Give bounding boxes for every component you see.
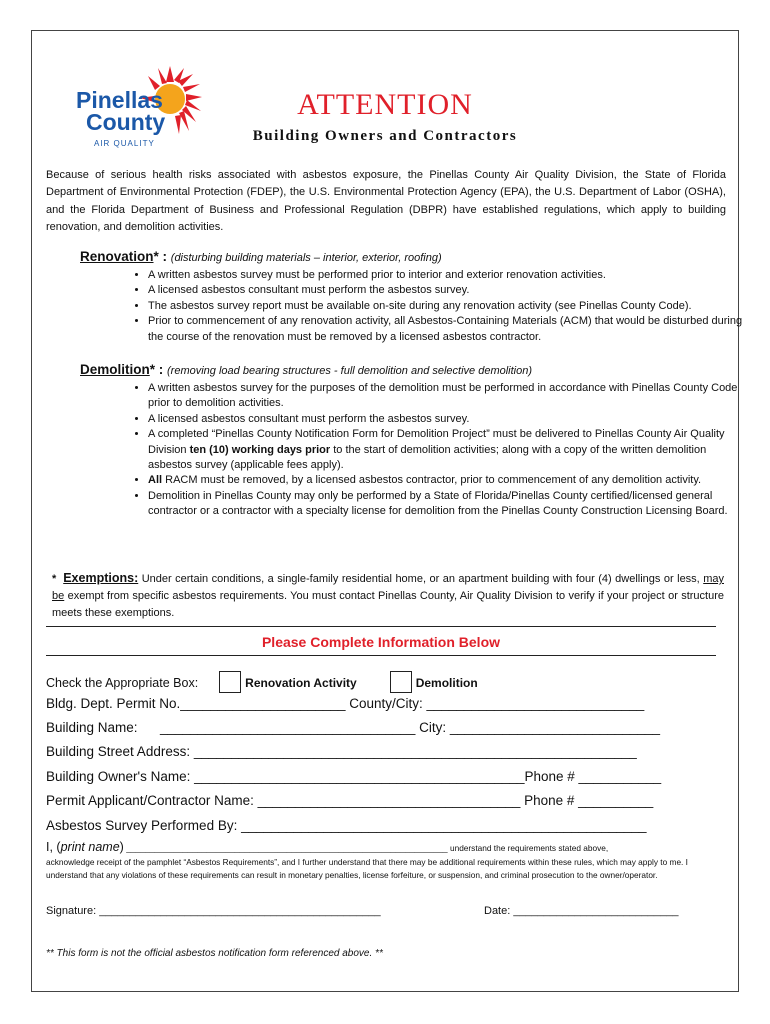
form-heading: Please Complete Information Below: [261, 634, 501, 650]
list-item: • The asbestos survey report must be available on-site during any renovation activity (see Pinellas County Code).: [148, 299, 748, 314]
exemptions-paragraph: [52, 570, 724, 622]
demolition-list: [110, 381, 748, 520]
demolition-option-label: Demolition: [415, 676, 478, 690]
acknowledgement-text: acknowledge receipt of the pamphlet “Asbestos Requirements”, and I further understand that there may be additional requirements within these rules, which may apply to me. I understand that any violations of these requirements can result in monetary penalties, license forfeiture, or suspension, and criminal prosecution to the owner/operator.: [46, 857, 688, 880]
renovation-label: Renovation: [80, 249, 154, 264]
intro-paragraph: Because of serious health risks associated with asbestos exposure, the Pinellas County Air Quality Division, the State of Florida Department of Environmental Protection (FDEP), the U.S. Environmental Protection Agency (EPA), the U.S. Department of Labor (OSHA), and the Florida Department of Business and Professional Regulation (DBPR) have established regulations, which apply to building renovation, and demolition activities.: [46, 169, 726, 233]
print-name-field[interactable]: ____________________________________________________________________: [123, 843, 448, 853]
exemptions-text-b: exempt from specific asbestos requirements. You must contact Pinellas County, Air Quality Division to verify if your project or structure meets these exemptions.: [52, 590, 724, 619]
print-name-label: print name: [60, 840, 120, 854]
demolition-label: Demolition: [80, 362, 150, 377]
understand-text: understand the requirements stated above,: [447, 843, 609, 853]
renovation-list: [110, 268, 748, 345]
permit-field[interactable]: Bldg. Dept. Permit No.______________________ County/City: _____________________________: [46, 696, 645, 711]
print-prefix: I, (: [46, 840, 61, 854]
logo-text-pinellas: Pinellas: [76, 87, 163, 113]
demolition-item4-rest: RACM must be removed, by a licensed asbestos contractor, prior to commencement of any demolition activity.: [162, 474, 702, 487]
demolition-item4-bold: All: [148, 474, 163, 487]
renovation-checkbox[interactable]: [219, 671, 241, 693]
building-name-field[interactable]: Building Name: __________________________________ City: ____________________________: [46, 720, 661, 735]
exemptions-label: Exemptions:: [63, 571, 139, 585]
page-title: ATTENTION: [297, 88, 473, 121]
demolition-item3-bold: ten (10) working days prior: [189, 443, 331, 456]
list-item: [148, 473, 748, 488]
check-label: Check the Appropriate Box:: [46, 676, 199, 690]
print-name-row: [46, 840, 608, 854]
pinellas-county-logo: [74, 64, 204, 154]
renovation-suffix: * :: [153, 249, 168, 264]
list-item: [148, 427, 748, 473]
page-subtitle: Building Owners and Contractors: [252, 128, 518, 144]
renovation-note: (disturbing building materials – interior, exterior, roofing): [170, 252, 442, 264]
renovation-heading: [80, 249, 442, 264]
print-suffix: ): [119, 840, 124, 854]
survey-performed-by-field[interactable]: Asbestos Survey Performed By: ______________________________________________________: [46, 818, 647, 833]
logo-text-county: County: [86, 109, 166, 135]
applicant-name-field[interactable]: Permit Applicant/Contractor Name: ___________________________________ Phone # __________: [46, 793, 654, 808]
list-item: • A written asbestos survey for the purposes of the demolition must be performed in accordance with Pinellas County Code prior to demolition activities.: [148, 381, 748, 412]
owner-name-field[interactable]: Building Owner's Name: ____________________________________________Phone # ___________: [46, 769, 662, 784]
exemptions-may-be: may be: [52, 573, 724, 602]
divider-top: [46, 626, 716, 627]
demolition-checkbox[interactable]: [390, 671, 412, 693]
demolition-item3-a: A completed “Pinellas County Notification Form for Demolition Project” must be delivered to Pinellas County Air Quality Division: [148, 428, 725, 456]
footer-note: ** This form is not the official asbestos notification form referenced above. **: [46, 948, 383, 959]
signature-field[interactable]: Signature: ______________________________________________: [46, 905, 381, 917]
exemptions-text-a: Under certain conditions, a single-family residential home, or an apartment building with four (4) dwellings or less,: [138, 573, 704, 585]
list-item: • Demolition in Pinellas County may only be performed by a State of Florida/Pinellas County certified/licensed general contractor or a contractor with a specialty license for demolition from the Pinellas County Construction Licensing Board.: [148, 489, 748, 520]
list-item: • A written asbestos survey must be performed prior to interior and exterior renovation activities.: [148, 268, 748, 283]
list-item: • Prior to commencement of any renovation activity, all Asbestos-Containing Materials (ACM) that would be disturbed during the course of the renovation must be removed by a licensed asbestos contractor.: [148, 314, 748, 345]
demolition-heading: [80, 362, 532, 377]
renovation-option-label: Renovation Activity: [245, 676, 357, 690]
logo-text-air-quality: AIR QUALITY: [94, 139, 155, 148]
list-item: • A licensed asbestos consultant must perform the asbestos survey.: [148, 412, 748, 427]
check-row: [46, 671, 478, 693]
demolition-note: (removing load bearing structures - full demolition and selective demolition): [167, 365, 533, 377]
list-item: • A licensed asbestos consultant must perform the asbestos survey.: [148, 283, 748, 298]
street-address-field[interactable]: Building Street Address: ___________________________________________________________: [46, 744, 637, 759]
demolition-suffix: * :: [149, 362, 164, 377]
date-field[interactable]: Date: ___________________________: [484, 905, 679, 917]
exemptions-star: *: [52, 573, 57, 585]
demolition-item3-b: to the start of demolition activities; along with a copy of the written demolition asbestos survey (applicable fees apply).: [148, 443, 707, 472]
divider-bottom: [46, 655, 716, 656]
